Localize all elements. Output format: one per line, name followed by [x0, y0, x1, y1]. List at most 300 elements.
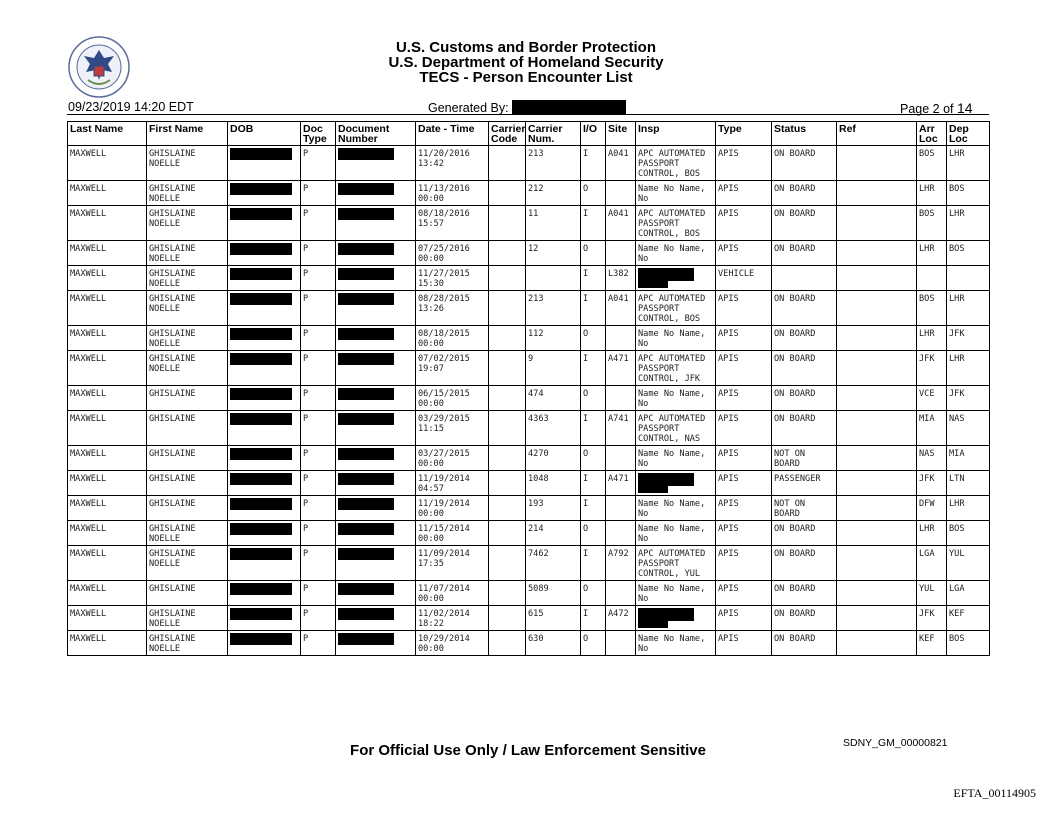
col-arr-loc: Arr Loc: [917, 122, 947, 146]
cell-first-name: GHISLAINE NOELLE: [147, 206, 228, 241]
cell-carrier-num: 213: [526, 291, 581, 326]
cell-document-number: [336, 411, 416, 446]
cell-doc-type: P: [301, 546, 336, 581]
cell-site: A041: [606, 291, 636, 326]
cell-io: O: [581, 521, 606, 546]
cell-arr-loc: BOS: [917, 146, 947, 181]
cell-date-time: 06/15/2015 00:00: [416, 386, 489, 411]
cell-site: [606, 446, 636, 471]
dob-redaction: [230, 498, 292, 510]
cell-document-number: [336, 471, 416, 496]
cell-site: A041: [606, 146, 636, 181]
document-number-redaction: [338, 293, 394, 305]
col-insp: Insp: [636, 122, 716, 146]
cell-type: APIS: [716, 446, 772, 471]
cell-ref: [837, 631, 917, 656]
table-row: [68, 266, 990, 291]
cell-ref: [837, 241, 917, 266]
cell-carrier-code: [489, 546, 526, 581]
cell-status: ON BOARD: [772, 351, 837, 386]
cell-dob: [228, 146, 301, 181]
cell-dob: [228, 291, 301, 326]
cell-status: ON BOARD: [772, 386, 837, 411]
cell-date-time: 03/27/2015 00:00: [416, 446, 489, 471]
table-row: [68, 241, 990, 266]
cell-carrier-code: [489, 386, 526, 411]
cell-type: APIS: [716, 241, 772, 266]
cell-doc-type: P: [301, 291, 336, 326]
col-type: Type: [716, 122, 772, 146]
cell-ref: [837, 606, 917, 631]
cell-insp: [636, 266, 716, 291]
cell-dep-loc: LGA: [947, 581, 990, 606]
cell-type: APIS: [716, 326, 772, 351]
cell-status: NOT ON BOARD: [772, 446, 837, 471]
table-row: [68, 606, 990, 631]
cell-site: [606, 241, 636, 266]
cell-io: O: [581, 181, 606, 206]
cell-ref: [837, 471, 917, 496]
cell-type: APIS: [716, 386, 772, 411]
cell-ref: [837, 206, 917, 241]
document-number-redaction: [338, 548, 394, 560]
dob-redaction: [230, 243, 292, 255]
cell-dep-loc: LHR: [947, 206, 990, 241]
cell-document-number: [336, 241, 416, 266]
cell-dob: [228, 521, 301, 546]
cell-insp: APC AUTOMATED PASSPORT CONTROL, YUL: [636, 546, 716, 581]
document-number-redaction: [338, 353, 394, 365]
cell-last-name: MAXWELL: [68, 386, 147, 411]
cell-last-name: MAXWELL: [68, 206, 147, 241]
insp-redaction-tail: [638, 280, 668, 288]
cell-ref: [837, 291, 917, 326]
cell-carrier-code: [489, 266, 526, 291]
cell-date-time: 10/29/2014 00:00: [416, 631, 489, 656]
cell-status: ON BOARD: [772, 581, 837, 606]
document-number-redaction: [338, 208, 394, 220]
cell-document-number: [336, 386, 416, 411]
cell-document-number: [336, 546, 416, 581]
cell-dob: [228, 606, 301, 631]
dob-redaction: [230, 548, 292, 560]
cell-arr-loc: LHR: [917, 521, 947, 546]
document-number-redaction: [338, 583, 394, 595]
cell-first-name: GHISLAINE NOELLE: [147, 266, 228, 291]
cell-arr-loc: JFK: [917, 606, 947, 631]
cell-type: APIS: [716, 496, 772, 521]
cell-type: APIS: [716, 181, 772, 206]
cell-date-time: 07/25/2016 00:00: [416, 241, 489, 266]
dob-redaction: [230, 388, 292, 400]
cell-type: APIS: [716, 291, 772, 326]
cell-status: ON BOARD: [772, 606, 837, 631]
cell-site: A792: [606, 546, 636, 581]
cell-status: ON BOARD: [772, 241, 837, 266]
col-first-name: First Name: [147, 122, 228, 146]
cell-site: [606, 386, 636, 411]
cell-io: I: [581, 351, 606, 386]
report-header: [0, 40, 1056, 85]
cell-insp: Name No Name, No: [636, 446, 716, 471]
cell-date-time: 11/15/2014 00:00: [416, 521, 489, 546]
dob-redaction: [230, 473, 292, 485]
cell-site: [606, 521, 636, 546]
cell-carrier-code: [489, 146, 526, 181]
document-number-redaction: [338, 243, 394, 255]
cell-carrier-num: 4270: [526, 446, 581, 471]
cell-ref: [837, 446, 917, 471]
cell-insp: [636, 471, 716, 496]
cell-dep-loc: [947, 266, 990, 291]
cell-carrier-code: [489, 326, 526, 351]
cell-dob: [228, 581, 301, 606]
cell-document-number: [336, 291, 416, 326]
cell-arr-loc: BOS: [917, 206, 947, 241]
cell-carrier-num: 5089: [526, 581, 581, 606]
cell-date-time: 11/19/2014 00:00: [416, 496, 489, 521]
cell-carrier-num: 112: [526, 326, 581, 351]
cell-ref: [837, 521, 917, 546]
cell-insp: APC AUTOMATED PASSPORT CONTROL, BOS: [636, 291, 716, 326]
cell-arr-loc: MIA: [917, 411, 947, 446]
cell-arr-loc: JFK: [917, 471, 947, 496]
cell-arr-loc: YUL: [917, 581, 947, 606]
cell-first-name: GHISLAINE: [147, 386, 228, 411]
cell-date-time: 11/20/2016 13:42: [416, 146, 489, 181]
cell-insp: Name No Name, No: [636, 326, 716, 351]
cell-carrier-num: 615: [526, 606, 581, 631]
cell-last-name: MAXWELL: [68, 411, 147, 446]
cell-ref: [837, 546, 917, 581]
cell-date-time: 11/07/2014 00:00: [416, 581, 489, 606]
col-carrier-code: Carrier Code: [489, 122, 526, 146]
cell-dep-loc: YUL: [947, 546, 990, 581]
cell-dep-loc: MIA: [947, 446, 990, 471]
cell-status: ON BOARD: [772, 411, 837, 446]
cell-site: [606, 326, 636, 351]
document-number-redaction: [338, 268, 394, 280]
cell-first-name: GHISLAINE NOELLE: [147, 521, 228, 546]
col-last-name: Last Name: [68, 122, 147, 146]
cell-io: I: [581, 546, 606, 581]
cell-doc-type: P: [301, 181, 336, 206]
cell-doc-type: P: [301, 521, 336, 546]
cell-dep-loc: LHR: [947, 146, 990, 181]
cell-arr-loc: KEF: [917, 631, 947, 656]
table-row: [68, 546, 990, 581]
cell-doc-type: P: [301, 411, 336, 446]
cell-dep-loc: LHR: [947, 351, 990, 386]
cell-doc-type: P: [301, 606, 336, 631]
table-row: [68, 386, 990, 411]
cell-doc-type: P: [301, 206, 336, 241]
document-number-redaction: [338, 413, 394, 425]
bates-number: SDNY_GM_00000821: [843, 737, 948, 749]
cell-status: ON BOARD: [772, 631, 837, 656]
document-number-redaction: [338, 633, 394, 645]
cell-last-name: MAXWELL: [68, 146, 147, 181]
cell-first-name: GHISLAINE: [147, 411, 228, 446]
cell-dob: [228, 351, 301, 386]
cell-carrier-num: 1048: [526, 471, 581, 496]
cell-document-number: [336, 446, 416, 471]
table-row: [68, 411, 990, 446]
cell-dep-loc: LHR: [947, 496, 990, 521]
cell-site: [606, 581, 636, 606]
cell-io: I: [581, 146, 606, 181]
dob-redaction: [230, 523, 292, 535]
dob-redaction: [230, 293, 292, 305]
cell-dep-loc: NAS: [947, 411, 990, 446]
table-row: [68, 326, 990, 351]
cell-first-name: GHISLAINE: [147, 496, 228, 521]
cell-last-name: MAXWELL: [68, 326, 147, 351]
cell-ref: [837, 581, 917, 606]
cell-last-name: MAXWELL: [68, 351, 147, 386]
document-number-redaction: [338, 448, 394, 460]
cell-doc-type: P: [301, 446, 336, 471]
cell-first-name: GHISLAINE NOELLE: [147, 351, 228, 386]
cell-insp: Name No Name, No: [636, 386, 716, 411]
cell-carrier-code: [489, 521, 526, 546]
cell-first-name: GHISLAINE NOELLE: [147, 606, 228, 631]
cell-io: I: [581, 496, 606, 521]
cell-site: A741: [606, 411, 636, 446]
cell-site: A471: [606, 471, 636, 496]
col-status: Status: [772, 122, 837, 146]
cell-last-name: MAXWELL: [68, 521, 147, 546]
cell-dep-loc: BOS: [947, 631, 990, 656]
cell-document-number: [336, 631, 416, 656]
cell-io: O: [581, 386, 606, 411]
cell-ref: [837, 326, 917, 351]
cell-last-name: MAXWELL: [68, 606, 147, 631]
generated-by: [428, 100, 626, 115]
document-number-redaction: [338, 523, 394, 535]
cell-document-number: [336, 606, 416, 631]
cell-document-number: [336, 581, 416, 606]
cell-insp: APC AUTOMATED PASSPORT CONTROL, JFK: [636, 351, 716, 386]
cell-dob: [228, 386, 301, 411]
cell-site: [606, 631, 636, 656]
cell-dep-loc: JFK: [947, 386, 990, 411]
dob-redaction: [230, 448, 292, 460]
cell-carrier-code: [489, 181, 526, 206]
cell-date-time: 08/18/2016 15:57: [416, 206, 489, 241]
cell-carrier-num: 4363: [526, 411, 581, 446]
page-total: 14: [957, 100, 973, 116]
cell-ref: [837, 266, 917, 291]
cell-doc-type: P: [301, 386, 336, 411]
generated-by-label: Generated By:: [428, 101, 509, 115]
cell-status: ON BOARD: [772, 521, 837, 546]
cell-site: A472: [606, 606, 636, 631]
dob-redaction: [230, 633, 292, 645]
table-row: [68, 496, 990, 521]
cell-ref: [837, 181, 917, 206]
cell-site: L382: [606, 266, 636, 291]
insp-redaction-tail: [638, 620, 668, 628]
cell-carrier-code: [489, 631, 526, 656]
cell-type: APIS: [716, 351, 772, 386]
cell-first-name: GHISLAINE NOELLE: [147, 146, 228, 181]
cell-type: APIS: [716, 471, 772, 496]
cell-insp: Name No Name, No: [636, 181, 716, 206]
cell-last-name: MAXWELL: [68, 241, 147, 266]
cell-status: ON BOARD: [772, 546, 837, 581]
cell-dep-loc: LTN: [947, 471, 990, 496]
cell-insp: Name No Name, No: [636, 521, 716, 546]
cell-site: [606, 181, 636, 206]
table-row: [68, 351, 990, 386]
cell-date-time: 08/28/2015 13:26: [416, 291, 489, 326]
cell-type: APIS: [716, 631, 772, 656]
dob-redaction: [230, 183, 292, 195]
cell-last-name: MAXWELL: [68, 496, 147, 521]
cell-last-name: MAXWELL: [68, 471, 147, 496]
cell-arr-loc: LHR: [917, 326, 947, 351]
cell-dep-loc: LHR: [947, 291, 990, 326]
cell-dep-loc: JFK: [947, 326, 990, 351]
document-number-redaction: [338, 608, 394, 620]
dob-redaction: [230, 583, 292, 595]
cell-dep-loc: BOS: [947, 241, 990, 266]
cell-doc-type: P: [301, 351, 336, 386]
cell-date-time: 11/09/2014 17:35: [416, 546, 489, 581]
header-report-title: TECS - Person Encounter List: [419, 69, 633, 86]
cell-ref: [837, 146, 917, 181]
cell-dep-loc: BOS: [947, 181, 990, 206]
cell-io: I: [581, 411, 606, 446]
cell-status: ON BOARD: [772, 291, 837, 326]
cell-carrier-num: 212: [526, 181, 581, 206]
table-row: [68, 581, 990, 606]
cell-first-name: GHISLAINE: [147, 471, 228, 496]
cell-carrier-code: [489, 471, 526, 496]
col-io: I/O: [581, 122, 606, 146]
cell-carrier-num: 11: [526, 206, 581, 241]
cell-site: A041: [606, 206, 636, 241]
cell-carrier-num: 214: [526, 521, 581, 546]
cell-dob: [228, 471, 301, 496]
cell-io: I: [581, 266, 606, 291]
table-row: [68, 146, 990, 181]
cell-last-name: MAXWELL: [68, 181, 147, 206]
cell-carrier-code: [489, 351, 526, 386]
cell-document-number: [336, 266, 416, 291]
cell-carrier-num: 630: [526, 631, 581, 656]
cell-carrier-num: 213: [526, 146, 581, 181]
cell-dob: [228, 206, 301, 241]
cell-status: ON BOARD: [772, 326, 837, 351]
col-document-number: Document Number: [336, 122, 416, 146]
cell-status: [772, 266, 837, 291]
table-row: [68, 206, 990, 241]
cell-insp: APC AUTOMATED PASSPORT CONTROL, BOS: [636, 206, 716, 241]
insp-redaction-tail: [638, 485, 668, 493]
cell-date-time: 11/13/2016 00:00: [416, 181, 489, 206]
cell-date-time: 11/02/2014 18:22: [416, 606, 489, 631]
cell-doc-type: P: [301, 326, 336, 351]
cell-io: O: [581, 581, 606, 606]
cell-insp: [636, 606, 716, 631]
cell-carrier-num: [526, 266, 581, 291]
dob-redaction: [230, 268, 292, 280]
table-row: [68, 521, 990, 546]
cell-first-name: GHISLAINE NOELLE: [147, 291, 228, 326]
cell-first-name: GHISLAINE: [147, 581, 228, 606]
cell-dob: [228, 496, 301, 521]
cell-insp: APC AUTOMATED PASSPORT CONTROL, BOS: [636, 146, 716, 181]
cell-status: NOT ON BOARD: [772, 496, 837, 521]
cell-site: [606, 496, 636, 521]
cell-type: APIS: [716, 206, 772, 241]
cell-dob: [228, 411, 301, 446]
efta-number: EFTA_00114905: [953, 786, 1036, 800]
document-number-redaction: [338, 148, 394, 160]
cell-carrier-code: [489, 496, 526, 521]
cell-carrier-code: [489, 291, 526, 326]
cell-insp: Name No Name, No: [636, 241, 716, 266]
cell-dob: [228, 266, 301, 291]
cell-io: O: [581, 241, 606, 266]
cell-arr-loc: NAS: [917, 446, 947, 471]
cell-document-number: [336, 351, 416, 386]
cell-status: ON BOARD: [772, 181, 837, 206]
cell-arr-loc: JFK: [917, 351, 947, 386]
cell-arr-loc: LHR: [917, 241, 947, 266]
cell-ref: [837, 411, 917, 446]
report-timestamp: 09/23/2019 14:20 EDT: [68, 100, 194, 114]
cell-site: A471: [606, 351, 636, 386]
cell-io: I: [581, 606, 606, 631]
cell-document-number: [336, 326, 416, 351]
cell-carrier-code: [489, 241, 526, 266]
cell-last-name: MAXWELL: [68, 291, 147, 326]
cell-doc-type: P: [301, 146, 336, 181]
cell-status: ON BOARD: [772, 146, 837, 181]
cell-doc-type: P: [301, 496, 336, 521]
cell-type: APIS: [716, 546, 772, 581]
cell-carrier-num: 12: [526, 241, 581, 266]
encounter-rows: [68, 146, 990, 656]
cell-ref: [837, 386, 917, 411]
cell-io: I: [581, 471, 606, 496]
document-number-redaction: [338, 183, 394, 195]
page-label: Page 2 of: [900, 102, 954, 116]
encounter-table: [67, 121, 990, 656]
dob-redaction: [230, 148, 292, 160]
dob-redaction: [230, 208, 292, 220]
document-number-redaction: [338, 498, 394, 510]
col-dep-loc: Dep Loc: [947, 122, 990, 146]
cell-first-name: GHISLAINE NOELLE: [147, 546, 228, 581]
cell-type: APIS: [716, 581, 772, 606]
cell-date-time: 03/29/2015 11:15: [416, 411, 489, 446]
cell-document-number: [336, 181, 416, 206]
cell-dob: [228, 181, 301, 206]
cell-document-number: [336, 496, 416, 521]
col-carrier-num: Carrier Num.: [526, 122, 581, 146]
cell-carrier-num: 7462: [526, 546, 581, 581]
cell-first-name: GHISLAINE NOELLE: [147, 631, 228, 656]
cell-first-name: GHISLAINE: [147, 446, 228, 471]
cell-carrier-num: 9: [526, 351, 581, 386]
cell-last-name: MAXWELL: [68, 446, 147, 471]
cell-dob: [228, 546, 301, 581]
cell-document-number: [336, 521, 416, 546]
